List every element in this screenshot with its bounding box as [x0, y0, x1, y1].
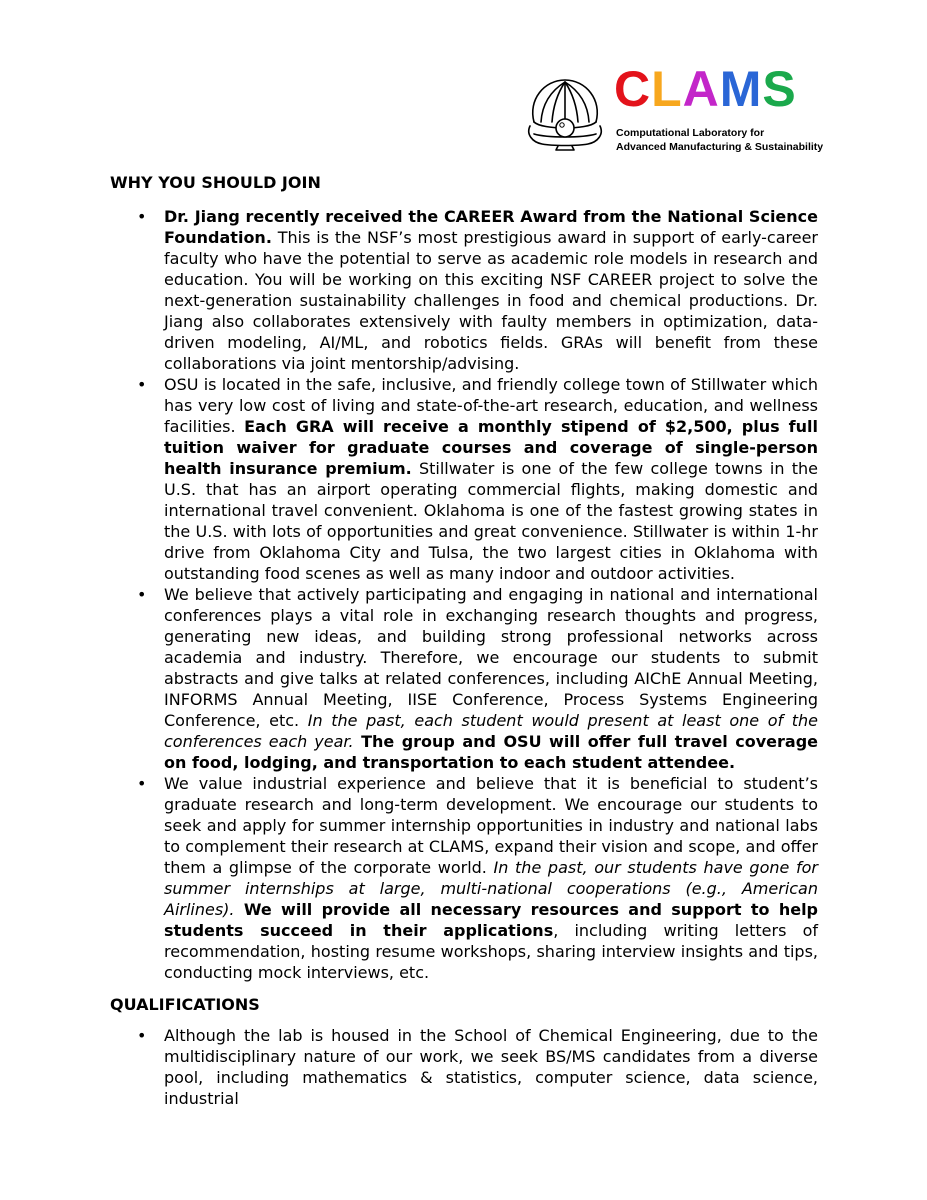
why-join-list — [110, 206, 818, 983]
logo-subtitle-line-1: Computational Laboratory for — [616, 127, 765, 139]
pearl-shell-icon — [522, 72, 608, 152]
item-bold-text: Dr. Jiang recently received the CAREER Award from the National Science Foundation. — [164, 207, 818, 247]
list-item — [110, 1025, 818, 1109]
item-text: , including writing letters of recommendation, hosting resume workshops, sharing interview insights and tips, conducting mock interviews, etc. — [164, 921, 818, 982]
brand-letter-m: M — [719, 61, 763, 117]
list-item — [110, 206, 818, 374]
section-heading-qualifications: QUALIFICATIONS — [110, 995, 260, 1014]
item-italic-text: In the past, our students have gone for summer internships at large, multi-national cooperations (e.g., American Airlines). — [164, 858, 818, 919]
brand-letter-l: L — [651, 61, 683, 117]
logo-subtitle — [616, 126, 823, 154]
brand-letter-a: A — [682, 61, 720, 117]
qualifications-list — [110, 1025, 818, 1109]
item-text: Stillwater is one of the few college towns in the U.S. that has an airport operating commercial flights, making domestic and international travel convenient. Oklahoma is one of the fastest growing states in the U.S. with lots of opportunities and great convenience. Stillwater is within 1-hr drive from Oklahoma City and Tulsa, the two largest cities in Oklahoma with outstanding food scenes as well as many indoor and outdoor activities. — [164, 459, 818, 583]
brand-letter-c: C — [614, 61, 652, 117]
item-text: OSU is located in the safe, inclusive, and friendly college town of Stillwater which has very low cost of living and state-of-the-art research, education, and wellness facilities. — [164, 375, 818, 436]
item-bold-text: Each GRA will receive a monthly stipend of $2,500, plus full tuition waiver for graduate courses and coverage of single-person health insurance premium. — [164, 417, 819, 478]
item-text: We believe that actively participating and engaging in national and international conferences plays a vital role in exchanging research thoughts and progress, generating new ideas, and building strong professional networks across academia and industry. Therefore, we encourage our students to submit abstracts and give talks at related conferences, including AIChE Annual Meeting, INFORMS Annual Meeting, IISE Conference, Process Systems Engineering Conference, etc. — [164, 585, 818, 730]
item-text: We value industrial experience and believe that it is beneficial to student’s graduate research and long-term development. We encourage our students to seek and apply for summer internship opportunities in industry and national labs to complement their research at CLAMS, expand their vision and scope, and offer them a glimpse of the corporate world. — [164, 774, 818, 877]
item-text: Although the lab is housed in the School of Chemical Engineering, due to the multidisciplinary nature of our work, we seek BS/MS candidates from a diverse pool, including mathematics & statistics, computer science, data science, industrial — [164, 1026, 818, 1108]
logo-subtitle-line-2: Advanced Manufacturing & Sustainability — [616, 141, 824, 153]
list-item — [110, 374, 818, 584]
item-bold-text: The group and OSU will offer full travel coverage on food, lodging, and transportation to each student attendee. — [164, 732, 819, 772]
document-body — [110, 172, 818, 1109]
item-italic-text: In the past, each student would present at least one of the conferences each year. — [164, 711, 819, 751]
item-bold-text: We will provide all necessary resources and support to help students succeed in their applications — [164, 900, 818, 940]
list-item — [110, 773, 818, 983]
brand-wordmark — [614, 61, 797, 117]
brand-letter-s: S — [762, 61, 797, 117]
item-text: This is the NSF’s most prestigious award in support of early-career faculty who have the potential to serve as academic role models in research and education. You will be working on this exciting NSF CAREER project to solve the next-generation sustainability challenges in food and chemical productions. Dr. Jiang also collaborates extensively with faulty members in optimization, data-driven modeling, AI/ML, and robotics fields. GRAs will benefit from these collaborations via joint mentorship/advising. — [164, 228, 818, 373]
clams-logo — [522, 61, 824, 156]
section-heading-why-join: WHY YOU SHOULD JOIN — [110, 173, 321, 192]
list-item — [110, 584, 818, 773]
